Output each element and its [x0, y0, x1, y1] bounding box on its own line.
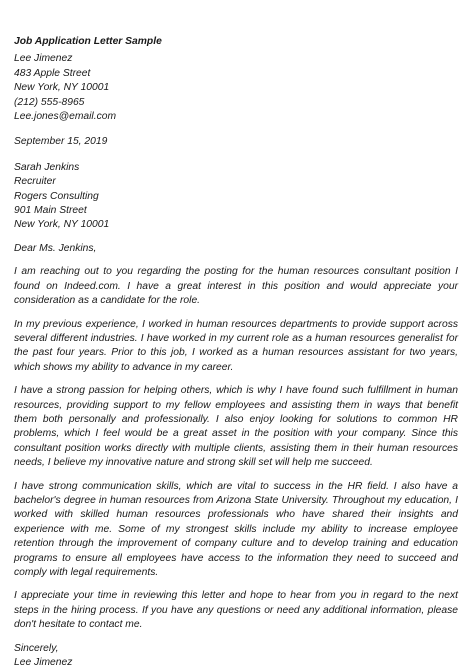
recipient-city: New York, NY 10001 [14, 219, 110, 231]
recipient-street: 901 Main Street [14, 205, 87, 217]
recipient-name: Sarah Jenkins [14, 161, 80, 173]
recipient-address-block [14, 161, 458, 233]
closing-phrase: Sincerely, [14, 642, 59, 654]
sender-street: 483 Apple Street [14, 67, 91, 79]
paragraph-skills: I have strong communication skills, which are vital to success in the HR field. I also have a bachelor's degree in human resources from Arizona State University. Throughout my education, I worked with skilled human resources professionals who have shared their insights and experience with me. Some of my strongest skills include my ability to increase employee retention through the improvement of company culture and to develop training and education programs to ensure all employees have access to the information they need to succeed and comply with legal requirements. [14, 480, 458, 578]
signoff-block [14, 642, 458, 670]
signature-name: Lee Jimenez [14, 657, 73, 669]
paragraph-closing: I appreciate your time in reviewing this letter and hope to hear from you in regard to the next steps in the hiring process. If you have any questions or need any additional information, please don't hesitate to contact me. [14, 590, 458, 631]
recipient-title: Recruiter [14, 176, 56, 188]
document-title: Job Application Letter Sample [14, 36, 162, 47]
paragraph-intro: I am reaching out to you regarding the posting for the human resources consultant position I found on Indeed.com. I have a great interest in this position and would appreciate your consideration as a candidate for the role. [14, 266, 458, 307]
letter-date: September 15, 2019 [14, 136, 108, 148]
letter-body [14, 35, 458, 670]
sender-address-block [14, 52, 458, 124]
paragraph-passion: I have a strong passion for helping others, which is why I have found such fulfillment in human resources, providing support to my fellow employees and assisting them in ways that benefit them both personally and professionally. I also enjoy looking for solutions to common HR problems, which I feel would be a great asset in the position with your company. Since this consultant position works directly with multiple clients, assisting them in their human resources needs, I believe my innovative nature and strong skill set will help me succeed. [14, 385, 458, 469]
sender-name: Lee Jimenez [14, 53, 73, 65]
sender-city: New York, NY 10001 [14, 82, 110, 94]
sender-email: Lee.jones@email.com [14, 111, 117, 123]
paragraph-experience: In my previous experience, I worked in human resources departments to provide support across several different industries. I have worked in my current role as a human resources generalist for the past four years. Prior to this job, I worked as a human resources assistant for two years, which shows my ability to advance in my career. [14, 318, 458, 373]
salutation: Dear Ms. Jenkins, [14, 242, 97, 254]
recipient-company: Rogers Consulting [14, 190, 99, 202]
sender-phone: (212) 555-8965 [14, 96, 85, 108]
